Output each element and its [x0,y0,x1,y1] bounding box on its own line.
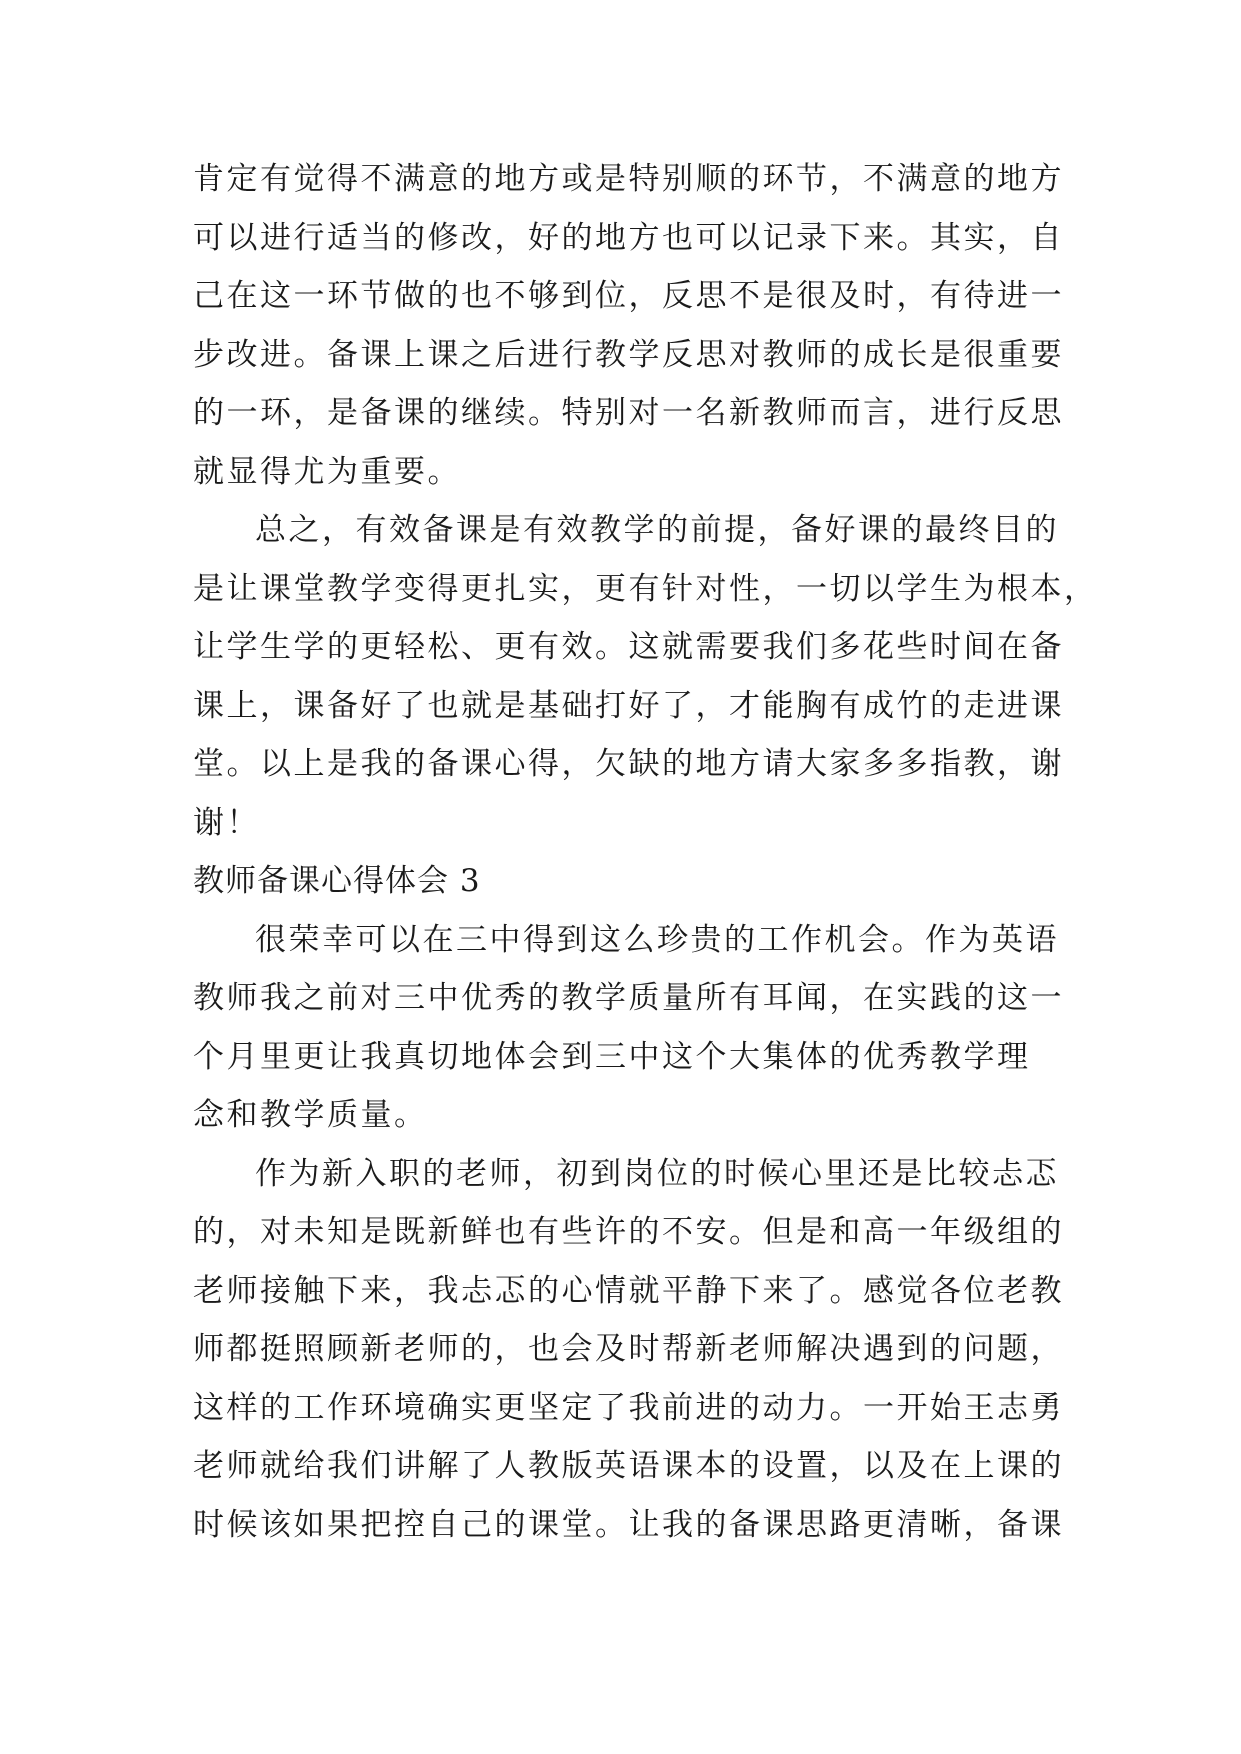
text-line: 步改进。备课上课之后进行教学反思对教师的成长是很重要 [193,336,1064,373]
text-line: 时候该如果把控自己的课堂。让我的备课思路更清晰，备课 [193,1506,1064,1543]
paragraph-summary [193,501,1098,852]
document-page [193,150,1098,1554]
text-line: 就显得尤为重要。 [193,453,461,490]
text-line: 让学生学的更轻松、更有效。这就需要我们多花些时间在备 [193,629,1064,665]
text-line: 己在这一环节做的也不够到位，反思不是很及时，有待进一 [193,278,1064,314]
text-line: 念和教学质量。 [193,1097,428,1133]
text-line: 的一环，是备课的继续。特别对一名新教师而言，进行反思 [193,395,1064,431]
text-line: 老师就给我们讲解了人教版英语课本的设置，以及在上课的 [193,1448,1064,1484]
paragraph-new-teacher [193,1145,1063,1555]
paragraph-reflection [193,150,1063,501]
paragraph-intro [193,911,1063,1145]
text-line: 可以进行适当的修改，好的地方也可以记录下来。其实，自 [193,219,1064,256]
text-line: 是让课堂教学变得更扎实，更有针对性，一切以学生为根本， [193,570,1098,607]
text-line: 堂。以上是我的备课心得，欠缺的地方请大家多多指教，谢 [193,746,1064,782]
text-line: 作为新入职的老师，初到岗位的时候心里还是比较忐忑 [255,1155,1059,1192]
text-line: 谢！ [193,804,260,841]
text-line: 肯定有觉得不满意的地方或是特别顺的环节，不满意的地方 [193,161,1064,197]
text-line: 这样的工作环境确实更坚定了我前进的动力。一开始王志勇 [193,1389,1064,1426]
text-line: 很荣幸可以在三中得到这么珍贵的工作机会。作为英语 [255,921,1059,958]
text-line: 的，对未知是既新鲜也有些许的不安。但是和高一年级组的 [193,1214,1064,1250]
text-line: 个月里更让我真切地体会到三中这个大集体的优秀教学理 [193,1038,1031,1075]
text-line: 课上，课备好了也就是基础打好了，才能胸有成竹的走进课 [193,687,1064,724]
section-title: 教师备课心得体会 3 [193,863,481,899]
text-line: 总之，有效备课是有效教学的前提，备好课的最终目的 [255,512,1059,548]
text-line: 教师我之前对三中优秀的教学质量所有耳闻，在实践的这一 [193,980,1064,1016]
text-line: 师都挺照顾新老师的，也会及时帮新老师解决遇到的问题， [193,1331,1064,1367]
text-line: 老师接触下来，我忐忑的心情就平静下来了。感觉各位老教 [193,1272,1064,1309]
